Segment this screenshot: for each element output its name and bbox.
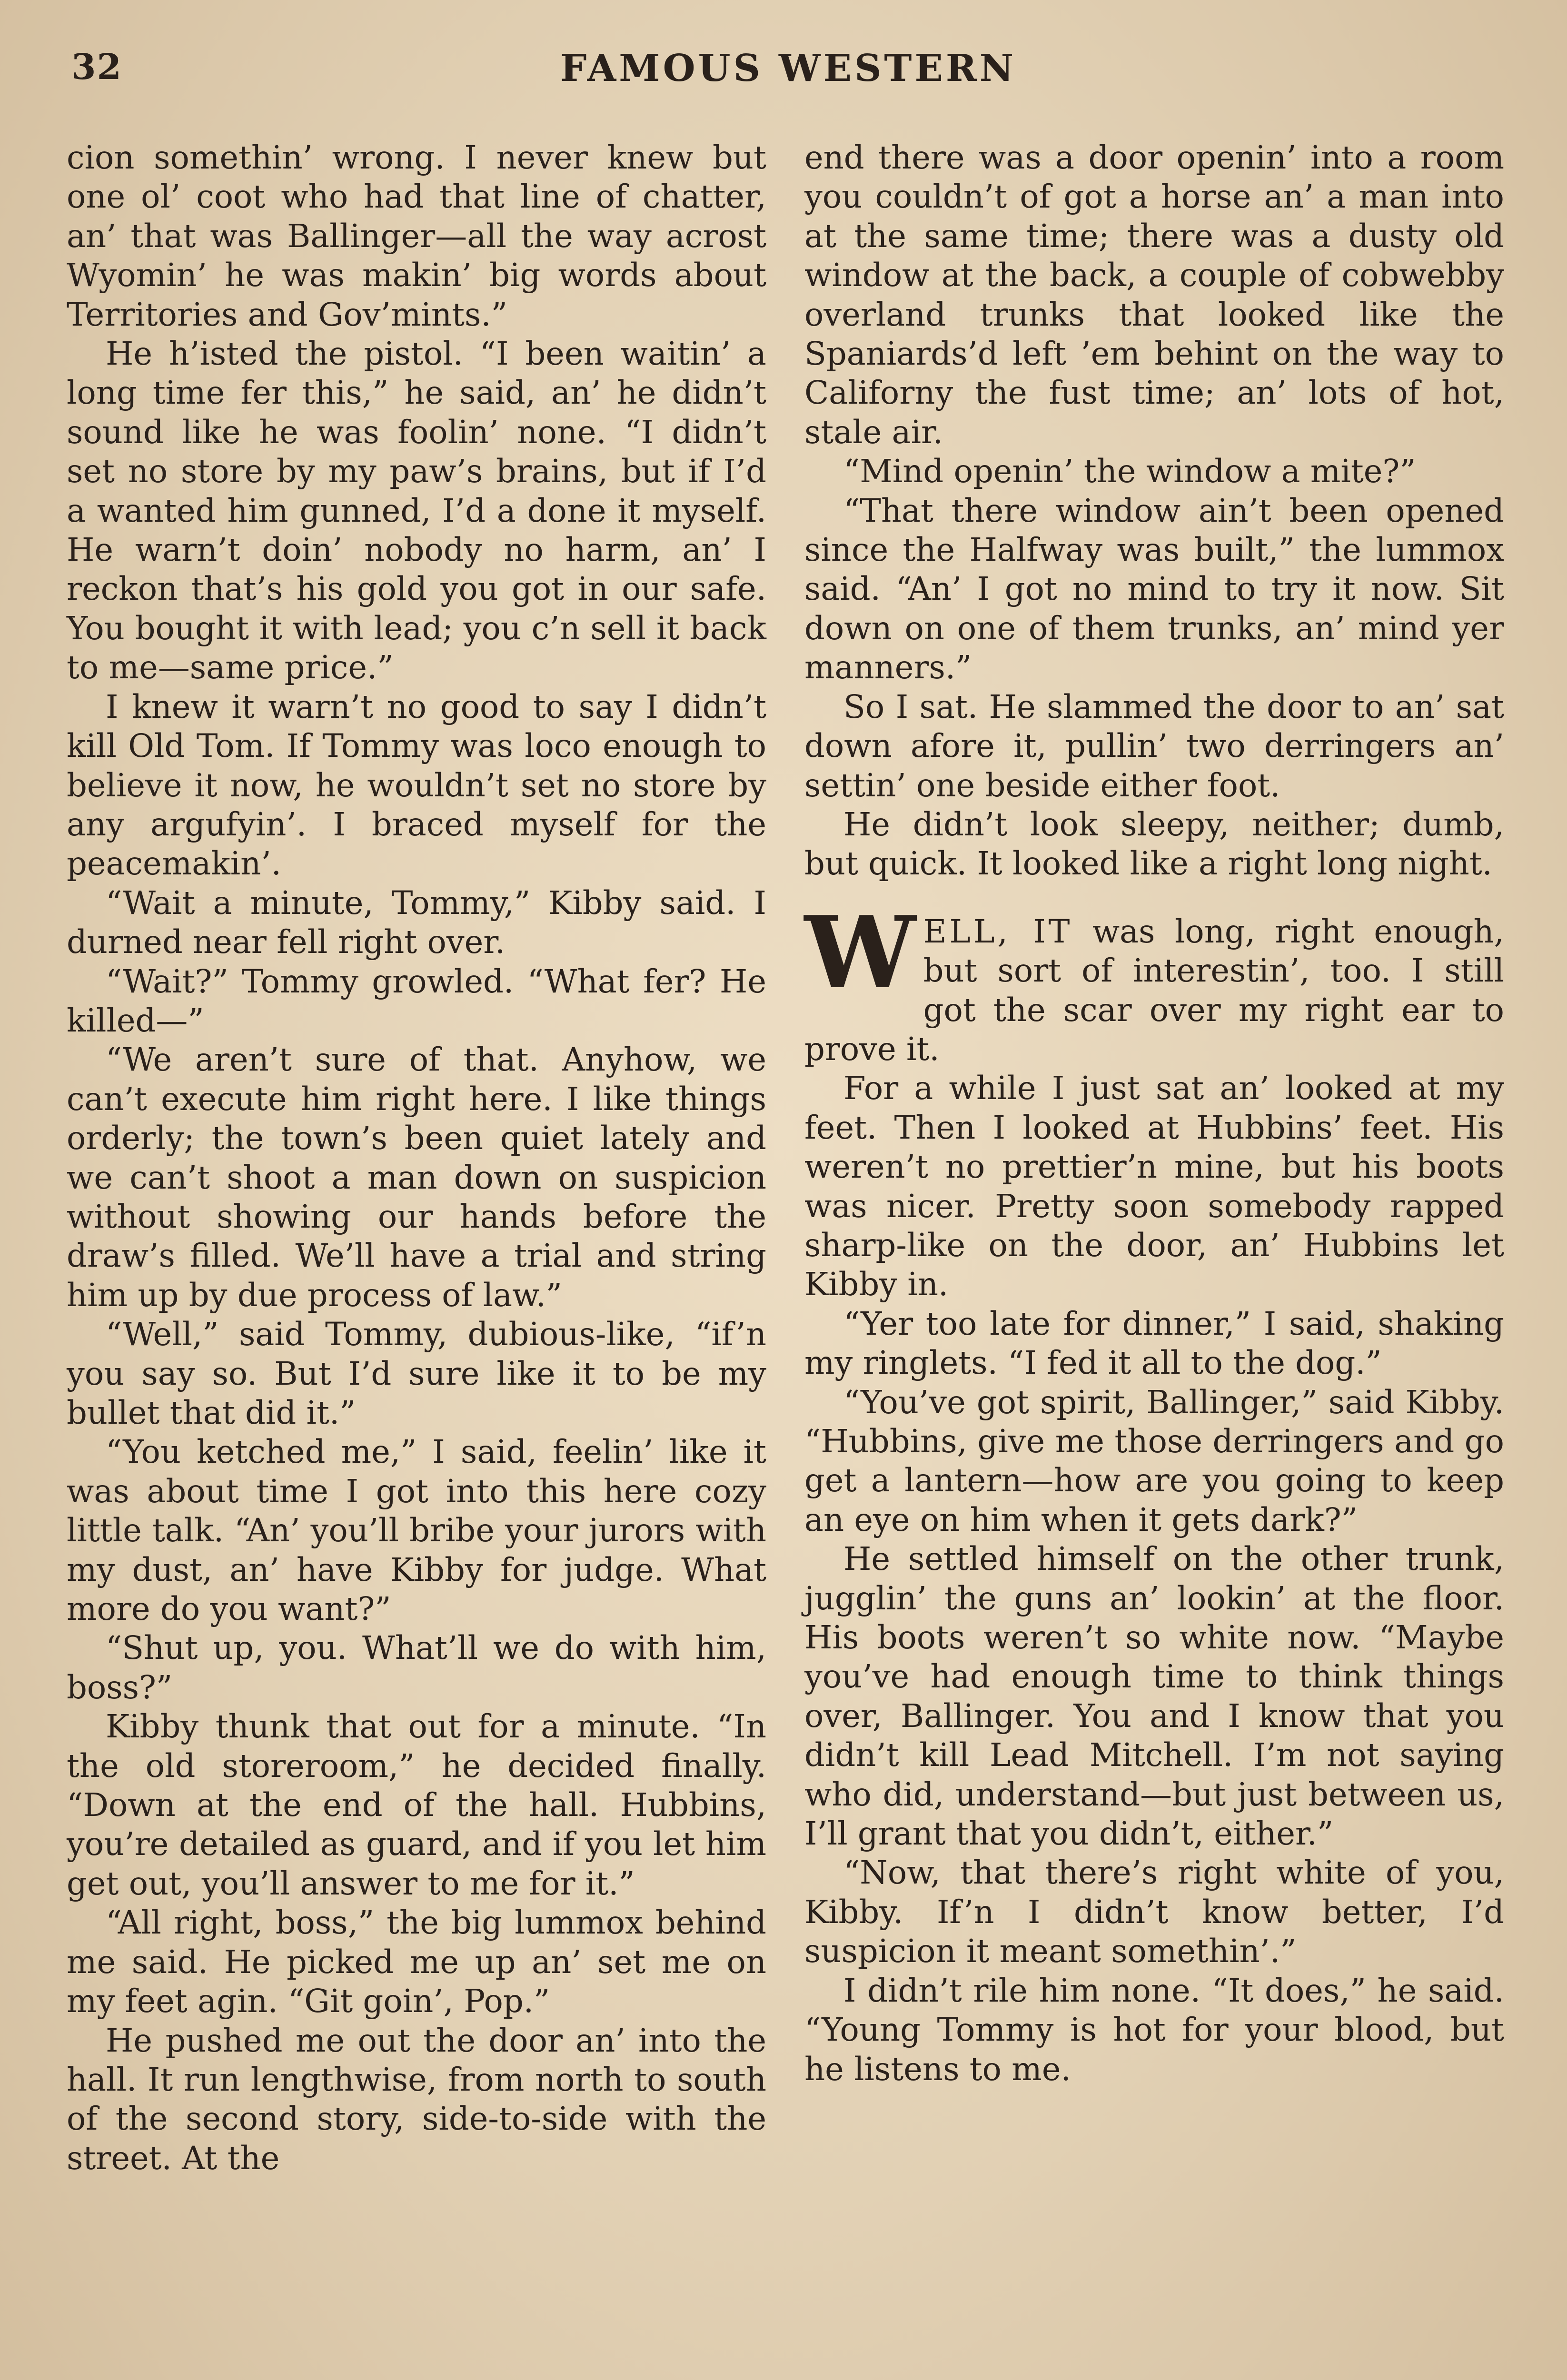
- paragraph: I knew it warn’t no good to say I didn’t kill Old Tom. If Tommy was loco enough to believe it now, he wouldn’t set no store by any argufyin’. I braced myself for the peacemakin’.: [67, 688, 766, 883]
- paragraph: He didn’t look sleepy, neither; dumb, but quick. It looked like a right long night.: [804, 805, 1504, 883]
- paragraph: He h’isted the pistol. “I been waitin’ a long time fer this,” he said, an’ he didn’t sound like he was foolin’ none. “I didn’t set no store by my paw’s brains, but if I’d a wanted him gunned, I’d a done it myself. He warn’t doin’ nobody no harm, an’ I reckon that’s his gold you got in our safe. You bought it with lead; you c’n sell it back to me—same price.”: [67, 335, 766, 686]
- paragraph: He settled himself on the other trunk, jugglin’ the guns an’ lookin’ at the floor. His boots weren’t so white now. “Maybe you’ve had enough time to think things over, Ballinger. You and I know that you didn’t kill Lead Mitchell. I’m not saying who did, understand—but just between us, I’ll grant that you didn’t, either.”: [804, 1540, 1504, 1853]
- paragraph: “Wait?” Tommy growled. “What fer? He killed—”: [67, 962, 766, 1039]
- paragraph: “All right, boss,” the big lummox behind me said. He picked me up an’ set me on my feet agin. “Git goin’, Pop.”: [67, 1904, 766, 2020]
- paragraph: “Well,” said Tommy, dubious-like, “if’n you say so. But I’d sure like it to be my bullet that did it.”: [67, 1316, 766, 1431]
- left-column: [67, 138, 766, 2178]
- paragraph: cion somethin’ wrong. I never knew but one ol’ coot who had that line of chatter, an’ that was Ballinger—all the way acrost Wyomin’ he was makin’ big words about Territories and Gov’mints.”: [67, 139, 766, 333]
- page-header: [67, 47, 1510, 99]
- paragraph: “Wait a minute, Tommy,” Kibby said. I durned near fell right over.: [67, 884, 766, 961]
- paragraph: Kibby thunk that out for a minute. “In the old storeroom,” he decided finally. “Down at the end of the hall. Hubbins, you’re detailed as guard, and if you let him get out, you’ll answer to me for it.”: [67, 1708, 766, 1902]
- paragraph: end there was a door openin’ into a room you couldn’t of got a horse an’ a man into at the same time; there was a dusty old window at the back, a couple of cobwebby overland trunks that looked like the Spaniards’d left ’em behint on the way to Californy the fust time; an’ lots of hot, stale air.: [804, 139, 1504, 451]
- paragraph-text: was long, right enough, but sort of interestin’, too. I still got the scar over my right ear to prove it.: [804, 912, 1504, 1068]
- paragraph: “You ketched me,” I said, feelin’ like it was about time I got into this here cozy little talk. “An’ you’ll bribe your jurors with my dust, an’ have Kibby for judge. What more do you want?”: [67, 1433, 766, 1628]
- paragraph: “You’ve got spirit, Ballinger,” said Kibby. “Hubbins, give me those derringers and go get a lantern—how are you going to keep an eye on him when it gets dark?”: [804, 1383, 1504, 1538]
- paragraph: “Shut up, you. What’ll we do with him, boss?”: [67, 1629, 766, 1706]
- section-opening-paragraph: [804, 894, 1504, 1069]
- lead-in: ELL, IT: [923, 912, 1073, 950]
- page-number: 32: [71, 47, 122, 88]
- paragraph: “Yer too late for dinner,” I said, shaking my ringlets. “I fed it all to the dog.”: [804, 1305, 1504, 1382]
- paragraph: “Now, that there’s right white of you, Kibby. If’n I didn’t know better, I’d suspicion it meant somethin’.”: [804, 1854, 1504, 1970]
- paragraph: “We aren’t sure of that. Anyhow, we can’t execute him right here. I like things orderly; the town’s been quiet lately and we can’t shoot a man down on suspicion without showing our hands before the draw’s filled. We’ll have a trial and string him up by due process of law.”: [67, 1041, 766, 1314]
- running-head: FAMOUS WESTERN: [560, 47, 1017, 90]
- paragraph: I didn’t rile him none. “It does,” he said. “Young Tommy is hot for your blood, but he listens to me.: [804, 1972, 1504, 2088]
- paragraph: “That there window ain’t been opened since the Halfway was built,” the lummox said. “An’ I got no mind to try it now. Sit down on one of them trunks, an’ mind yer manners.”: [804, 492, 1504, 686]
- right-column: [804, 138, 1504, 2089]
- paragraph: For a while I just sat an’ looked at my feet. Then I looked at Hubbins’ feet. His weren’t no prettier’n mine, but his boots was nicer. Pretty soon somebody rapped sharp-like on the door, an’ Hubbins let Kibby in.: [804, 1070, 1504, 1303]
- drop-cap: W: [804, 894, 913, 1011]
- paragraph: So I sat. He slammed the door to an’ sat down afore it, pullin’ two derringers an’ settin’ one beside either foot.: [804, 688, 1504, 804]
- paragraph: He pushed me out the door an’ into the hall. It run lengthwise, from north to south of the second story, side-to-side with the street. At the: [67, 2022, 766, 2177]
- paragraph: “Mind openin’ the window a mite?”: [843, 453, 1416, 490]
